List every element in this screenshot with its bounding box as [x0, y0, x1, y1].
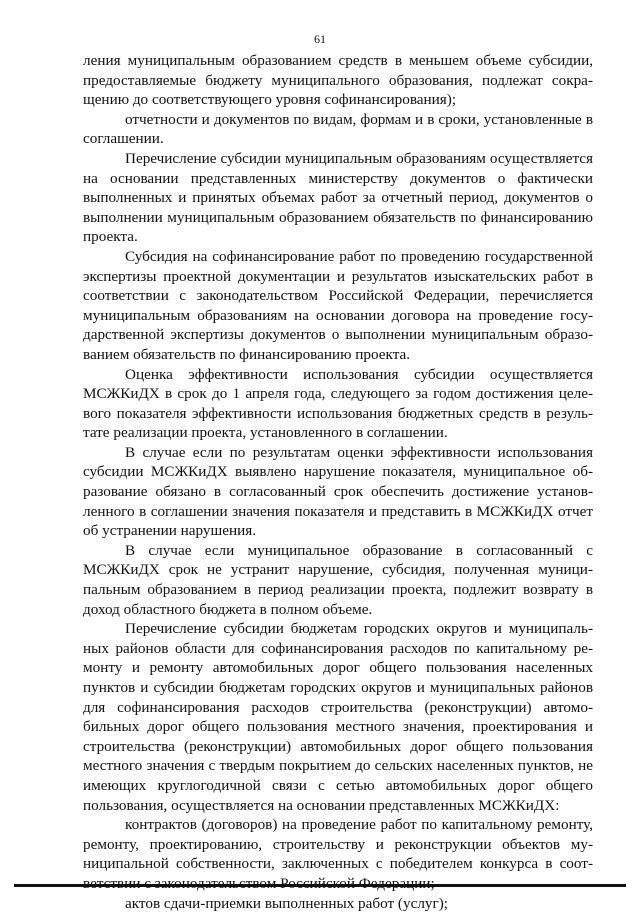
paragraph-continuation: ления муниципальным образованием средств в меньшем объеме субсидии, предоставляемые бюджету муниципального образования, подлежат сокращению до соответствующего уровня софинансирования);	[83, 52, 593, 109]
paragraph-acceptance-acts: актов сдачи-приемки выполненных работ (услуг);	[125, 894, 449, 912]
paragraph-subsidy-transfer: Перечисление субсидии муниципальным образованиям осуществляется на основании представленных министерству документов о фактически выполненных и принятых объемах работ за отчетный период, документов о выполнении муниципальным образованием обязательств по финансированию проекта.	[83, 149, 593, 246]
paragraph-contracts: контрактов (договоров) на проведение работ по капитальному ремонту, ремонту, проектированию, строительству и реконструкции объектов муниципальной собственности, заключенных с победителем конкурса в соот	[83, 816, 593, 873]
document-body	[83, 51, 593, 913]
paragraph-subsidy-refund: В случае если муниципальное образование в согласованный с МСЖКиДХ срок не устранит нарушение, субсидия, полученная муниципальным образованием в период реализации проекта, подлежит возврату в доход областного бюджета в полном объеме.	[83, 541, 593, 618]
paragraph-efficiency-assessment: Оценка эффективности использования субсидии осуществляется МСЖКиДХ в срок до 1 апреля года, следующего за годом достижения целевого показателя эффективности использования бюджетных средств в результате реализации проекта, установленного в соглашении.	[83, 365, 593, 442]
paragraph-state-expertise: Субсидия на софинансирование работ по проведению государственной экспертизы проектной документации и результатов изыскательских работ в соответствии с законодательством Российской Федерации, перечисляется муниципальным образованиям на основании договора на проведение государственной экспертизы документов о выполнении муниципальным образованием обязательств по финансированию проекта.	[83, 247, 593, 363]
paragraph-violation-detected: В случае если по результатам оценки эффективности использования субсидии МСЖКиДХ выявлено нарушение показателя, муниципальное образование обязано в согласованный срок обеспечить достижение установленного в соглашении значения показателя и представить в МСЖКиДХ отчет об устранении нарушения.	[83, 443, 593, 540]
page-number: 61	[314, 32, 326, 46]
paragraph-reporting: отчетности и документов по видам, формам и в сроки, установленные в соглашении.	[83, 110, 593, 148]
bottom-rule	[14, 884, 626, 887]
paragraph-road-subsidy: Перечисление субсидии бюджетам городских округов и муниципальных районов области для софинансирования расходов по капитальному ремонту и ремонту автомобильных дорог общего пользования населенных пунктов и субсидии бюджетам городских округов и муниципальных районов для софинансирования расходов строительства (реконструкции) автомобильных дорог общего пользования местного значения, проектирования и строительства (реконструкции) автомобильных дорог общего пользования местного значения с твердым покрытием до сельских населенных пунктов, не имеющих круглогодичной связи с сетью автомобильных дорог общего пользования, осуществляется на основании представленных МСЖКиДХ:	[83, 620, 593, 814]
